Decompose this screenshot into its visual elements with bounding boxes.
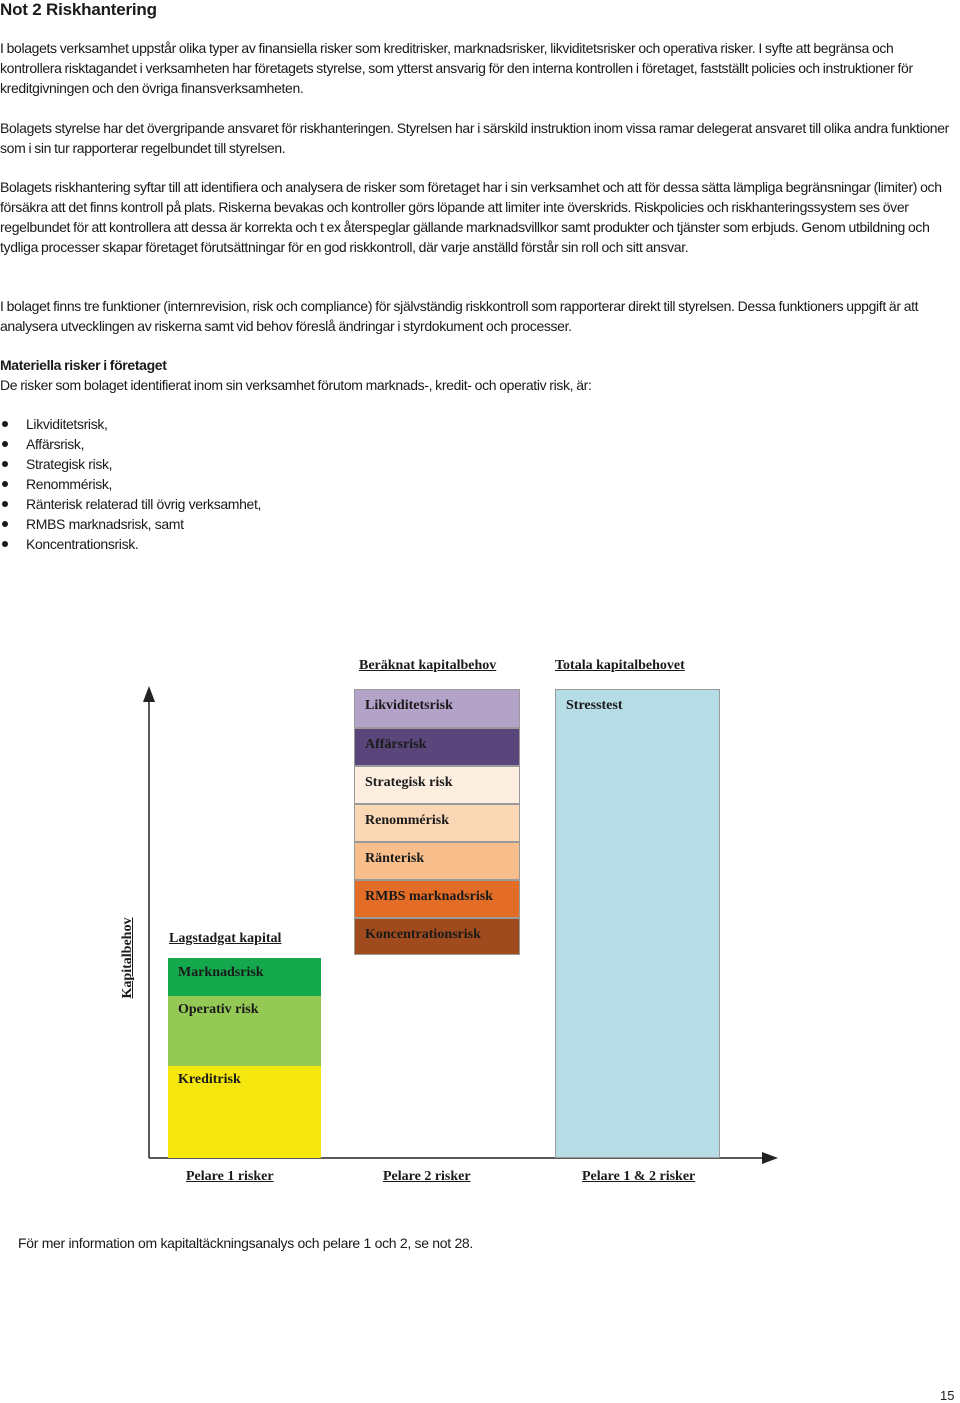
block-rmbs-marknadsrisk: RMBS marknadsrisk [354, 880, 520, 918]
paragraph-control-functions: I bolaget finns tre funktioner (internrevision, risk och compliance) för självständig riskkontroll som rapporterar direkt till styrelsen. Dessa funktioners uppgift är att analysera utvecklingen av riskerna samt vid behov föreslå ändringar i styrdokument och processer. [0, 298, 919, 334]
x-label-pillar2: Pelare 2 risker [383, 1169, 471, 1184]
block-stresstest: Stresstest [555, 689, 720, 1158]
block-likviditetsrisk: Likviditetsrisk [354, 689, 520, 728]
block-kreditrisk: Kreditrisk [168, 1066, 321, 1158]
page-number: 15 [940, 1388, 955, 1403]
paragraph-board: Bolagets styrelse har det övergripande ansvaret för riskhanteringen. Styrelsen har i särskild instruktion inom vissa ramar delegerat ansvaret till olika andra funktioner som i sin tur rapporterar regelbundet till styrelsen. [0, 120, 949, 156]
pillar1-title: Lagstadgat kapital [169, 931, 282, 946]
pillar2-title: Beräknat kapitalbehov [359, 658, 497, 673]
total-title: Totala kapitalbehovet [555, 658, 685, 673]
material-risks-section [0, 355, 952, 395]
block-renommerisk: Renommérisk [354, 804, 520, 842]
list-item: Likviditetsrisk, [0, 414, 261, 434]
material-risks-intro: De risker som bolaget identifierat inom sin verksamhet förutom marknads-, kredit- och operativ risk, är: [0, 377, 592, 393]
x-axis-arrow-icon [762, 1152, 778, 1164]
y-axis-arrow-icon [143, 686, 155, 702]
paragraph-risk-management: Bolagets riskhantering syftar till att identifiera och analysera de risker som företaget har i sin verksamhet och att för dessa sätta lämpliga begränsningar (limiter) och försäkra att det finns kontroll på plats. Riskerna bevakas och kontroller görs löpande att limiter inte överskrids. Riskpolicies och riskhanteringssystem ses över regelbundet för att kontrollera att dessa är korrekta och t ex återspeglar gällande marknadsvillkor samt produkter och tjänster som erbjuds. Genom utbildning och tydliga processer skapar företaget förutsättningar för en god riskkontroll, där varje anställd förstår sin roll och sitt ansvar. [0, 179, 942, 255]
list-item: RMBS marknadsrisk, samt [0, 514, 261, 534]
block-affarsrisk: Affärsrisk [354, 728, 520, 766]
page-title: Not 2 Riskhantering [0, 0, 157, 19]
paragraph-intro: I bolagets verksamhet uppstår olika typer av finansiella risker som kreditrisker, marknadsrisker, likviditetsrisker och operativa risker. I syfte att begränsa och kontrollera risktagandet i verksamheten har företagets styrelse, som ytterst ansvarig för den interna kontrollen i företaget, fastställt policies och instruktioner för kreditgivningen och den övriga finansverksamheten. [0, 40, 913, 96]
list-item: Ränterisk relaterad till övrig verksamhet, [0, 494, 261, 514]
block-strategisk-risk: Strategisk risk [354, 766, 520, 804]
material-risks-title: Materiella risker i företaget [0, 357, 167, 373]
list-item: Affärsrisk, [0, 434, 261, 454]
list-item: Koncentrationsrisk. [0, 534, 261, 554]
material-risks-list [0, 414, 261, 554]
footnote: För mer information om kapitaltäckningsanalys och pelare 1 och 2, se not 28. [18, 1235, 474, 1251]
y-axis-label: Kapitalbehov [120, 917, 135, 999]
block-koncentrationsrisk: Koncentrationsrisk [354, 918, 520, 955]
block-operativ-risk: Operativ risk [168, 996, 321, 1066]
block-ranterisk: Ränterisk [354, 842, 520, 880]
x-label-total: Pelare 1 & 2 risker [582, 1169, 696, 1184]
x-label-pillar1: Pelare 1 risker [186, 1169, 274, 1184]
list-item: Renommérisk, [0, 474, 261, 494]
list-item: Strategisk risk, [0, 454, 261, 474]
block-marknadsrisk: Marknadsrisk [168, 958, 321, 996]
